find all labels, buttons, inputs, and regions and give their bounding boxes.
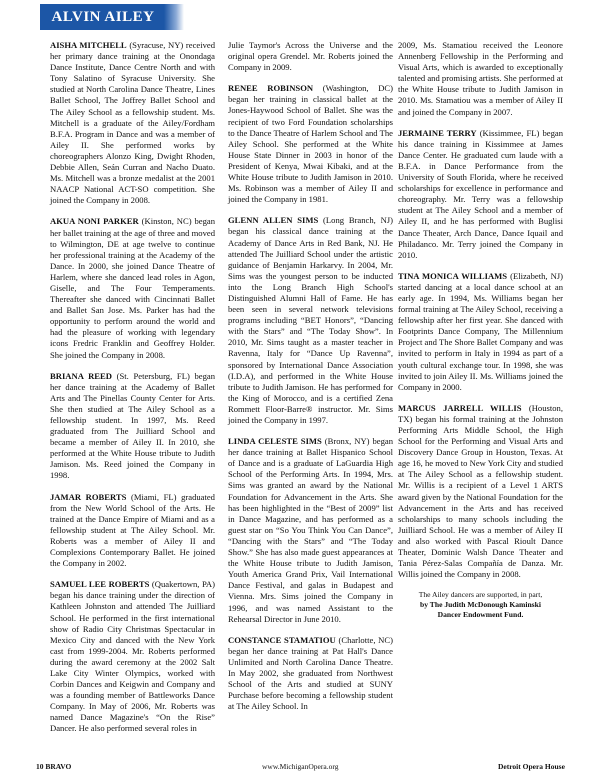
bio-text: (Kinston, NC) began her ballet training at the age of three and moved to Wilmington, DE at age twelve to continue her professional training at the Academy of the Dance. In 2000, she joined Dance Theatre of Harlem, where she danced lead roles in Agon, Giselle, and The Four Temperaments. Thereafter she danced with Cincinnati Ballet and Ballet San Jose. Ms. Parker has had the opportunity to perform around the world and had the pleasure of working with legendary icons Fredric Franklin and Geoffrey Holder. She joined the Company in 2008. <box>50 216 215 360</box>
header-bar <box>0 0 611 38</box>
bio-paragraph <box>398 403 563 581</box>
dancer-name: AKUA NONI PARKER <box>50 216 139 227</box>
dancer-name: MARCUS JARRELL WILLIS <box>398 402 522 413</box>
dancer-name: BRIANA REED <box>50 370 112 381</box>
column-3 <box>398 40 563 620</box>
bio-text: (St. Petersburg, FL) began her dance training at the Academy of Ballet Arts and The Pinellas County Center for Arts. She then studied at The Ailey School as a fellowship student. In 1997, Ms. Reed graduated from The Juilliard School and became a member of Ailey II. In 2010, she performed at the White House tribute to Judith Jamison. Ms. Reed joined the Company in 1998. <box>50 370 216 481</box>
dancer-name: JAMAR ROBERTS <box>50 491 127 502</box>
dancer-name: CONSTANCE STAMATIOU <box>228 634 336 645</box>
support-line: The Ailey dancers are supported, in part, <box>418 590 543 600</box>
website-link[interactable]: www.MichiganOpera.org <box>262 762 339 771</box>
bio-paragraph <box>50 579 215 734</box>
dancer-name: TINA MONICA WILLIAMS <box>398 270 508 281</box>
bio-text: (Elizabeth, NJ) started dancing at a local dance school at an early age. In 1994, Ms. Williams began her formal training at The Ailey School, receiving a fellowship after her first year. She danced with Footprints Dance Company, The Millennium Project and The Shore Ballet Company and was invited to perform in Italy in 1994 as part of a youth cultural exchange tour. In 1998, she was invited to join Ailey II. Ms. Williams joined the Company in 2000. <box>398 270 563 392</box>
dancer-name: SAMUEL LEE ROBERTS <box>50 579 150 590</box>
bio-paragraph <box>50 40 215 206</box>
bio-text: (Syracuse, NY) received her primary dance training at the Onondaga Dance Institute, Dance Centre North and with Tony Salatino of Syracuse University. She studied at North Carolina Dance Theatre, Lines Ballet School, The Joffrey Ballet School and The Ailey School as a fellowship student. Ms. Mitchell is a graduate of the Ailey/Fordham B.F.A. Program in Dance and was a member of Ailey II. She performed works by choreographers Alonzo King, Dwight Rhoden, Debbie Allen, Seán Curran and Nacho Duato. Ms. Mitchell was a bronze medalist at the 2001 NAACP National ACT-SO competition. She joined the Company in 2008. <box>50 40 216 206</box>
title-tab-gradient <box>164 4 184 30</box>
bio-paragraph <box>228 436 393 625</box>
support-note <box>398 590 563 620</box>
venue-name: Detroit Opera House <box>498 762 565 771</box>
page-footer <box>0 760 611 778</box>
bio-paragraph <box>228 83 393 205</box>
bio-text: (Houston, TX) began his formal training at the Johnston Performing Arts Middle School, the High School for the Performing and Visual Arts and Discovery Dance Group in Houston, Texas. At age 16, he moved to New York City and studied at The Ailey School as a fellowship student. Mr. Willis is a recipient of a Level 1 ARTS award given by the National Foundation for the Advancement in the Arts and has received scholarships to many schools including the Juilliard School. He was a member of Ailey II and also worked with Pascal Rioult Dance Theater, Dominic Walsh Dance Theater and Tania Pérez-Salas Compañía de Danza. Mr. Willis joined the Company in 2008. <box>398 402 563 580</box>
bio-paragraph <box>50 216 215 360</box>
bio-text: Julie Taymor's Across the Universe and the original opera Grendel. Mr. Roberts joined the Company in 2009. <box>228 40 393 73</box>
dancer-name: LINDA CELESTE SIMS <box>228 436 322 447</box>
bio-paragraph <box>228 215 393 426</box>
column-2 <box>228 40 393 722</box>
support-line: by The Judith McDonough Kaminski <box>420 600 541 610</box>
bio-paragraph <box>228 40 393 73</box>
page-number-label: 10 BRAVO <box>36 762 72 771</box>
bio-text: (Miami, FL) graduated from the New World School of the Arts. He trained at the Dance Empire of Miami and as a fellowship student at The Ailey School. Mr. Roberts was a member of Ailey II and Complexions Contemporary Ballet. He joined the Company in 2002. <box>50 491 215 569</box>
bio-paragraph <box>50 492 215 570</box>
column-1 <box>50 40 215 745</box>
bio-paragraph <box>228 635 393 713</box>
bio-paragraph <box>50 371 215 482</box>
bio-text: (Kissimmee, FL) began his dance training in Kissimmee at James Dance Center. He graduated cum laude with a B.F.A. in Dance Performance from the University of South Florida, where he received scholarships for excellence in performance and choreography. Mr. Terry was a fellowship student at The Ailey School and a member of Ailey II, and he has performed with Buglisi Dance Theater, Arch Dance, Dance Iquail and Philadanco. Mr. Terry joined the Company in 2010. <box>398 127 563 260</box>
dancer-name: AISHA MITCHELL <box>50 40 127 50</box>
dancer-name: RENEE ROBINSON <box>228 83 314 94</box>
bio-paragraph <box>398 271 563 393</box>
bio-paragraph <box>398 128 563 261</box>
bio-text: 2009, Ms. Stamatiou received the Leonore Annenberg Fellowship in the Performing and Visual Arts, which is awarded to exceptionally talented and promising artists. She performed at the White House tribute to Judith Jamison in 2010. Ms. Stamatiou was a member of Ailey II and joined the Company in 2007. <box>398 40 563 117</box>
bio-text: (Long Branch, NJ) began his classical dance training at the Academy of Dance Arts in Red Bank, NJ. He attended The Juilliard School under the artistic guidance of Benjamin Harkarvy. In 2004, Mr. Sims was the youngest person to be inducted into the Long Branch High School's Distinguished Alumni Hall of Fame. He has been seen in several network televisions programs including “BET Honors”, “Dancing with the Stars” and “The Today Show”. In 2010, Mr. Sims taught as a master teacher in Ravenna, Italy for “Dance Up Ravenna”, sponsored by International Dance Association (I.D.A), and performed in the White House tribute to Judith Jamison. He has performed for the King of Morocco, and is a certified Zena Rommett Floor-Barre® instructor. Mr. Sims joined the Company in 1997. <box>228 215 393 425</box>
dancer-name: JERMAINE TERRY <box>398 127 477 138</box>
bio-text: (Quakertown, PA) began his dance training under the direction of Kathleen Johnston and attended The Juilliard School. He performed in the first international show of Radio City Christmas Spectacular in Mexico City and danced with the New York cast from 1999-2004. Mr. Roberts performed during the award ceremony at the 2002 Salt Lake City Winter Olympics, worked with Corbin Dances and Keigwin and Company and was a founding member of Battleworks Dance Company. In May of 2006, Mr. Roberts was named Dance Magazine's “On the Rise” Dancer. He also performed several roles in <box>50 579 215 734</box>
bio-text: (Washington, DC) began her training in classical ballet at the Jones-Haywood School of Ballet. She was the recipient of two Ford Foundation scholarships to the Dance Theatre of Harlem School and The Ailey School. She performed at the White House State Dinner in 2003 in honor of the President of Kenya, Mwai Kibaki, and at the White House tribute to Judith Jamison in 2010. Ms. Robinson was a member of Ailey II and joined the Company in 1981. <box>228 83 393 205</box>
bio-text: (Charlotte, NC) began her dance training at Pat Hall's Dance Unlimited and North Carolina Dance Theatre. In May 2002, she graduated from Northwest School of the Arts and studied at SUNY Purchase before becoming a fellowship student at The Ailey School. In <box>228 634 393 712</box>
section-title: ALVIN AILEY <box>40 4 166 30</box>
bio-paragraph <box>398 40 563 118</box>
support-line: Dancer Endowment Fund. <box>437 610 524 620</box>
dancer-name: GLENN ALLEN SIMS <box>228 215 319 226</box>
bio-text: (Bronx, NY) began her dance training at Ballet Hispanico School of Dance and is a graduate of LaGuardia High School of the Performing Arts. In 1994, Mrs. Sims was granted an award by the National Foundation for Advancement in the Arts. She has been highlighted in the “Best of 2009” list in Dance Magazine, and has performed as a guest star on “So You Think You Can Dance”, “Dancing with the Stars” and “The Today Show.” She has also made guest appearances at the White House tribute to Judith Jamison, Youth America Grand Prix, Vail International Dance Festival, and galas in Budapest and Vienna. Mrs. Sims joined the Company in 1996, and was named Assistant to the Rehearsal Director in June 2010. <box>228 436 393 624</box>
